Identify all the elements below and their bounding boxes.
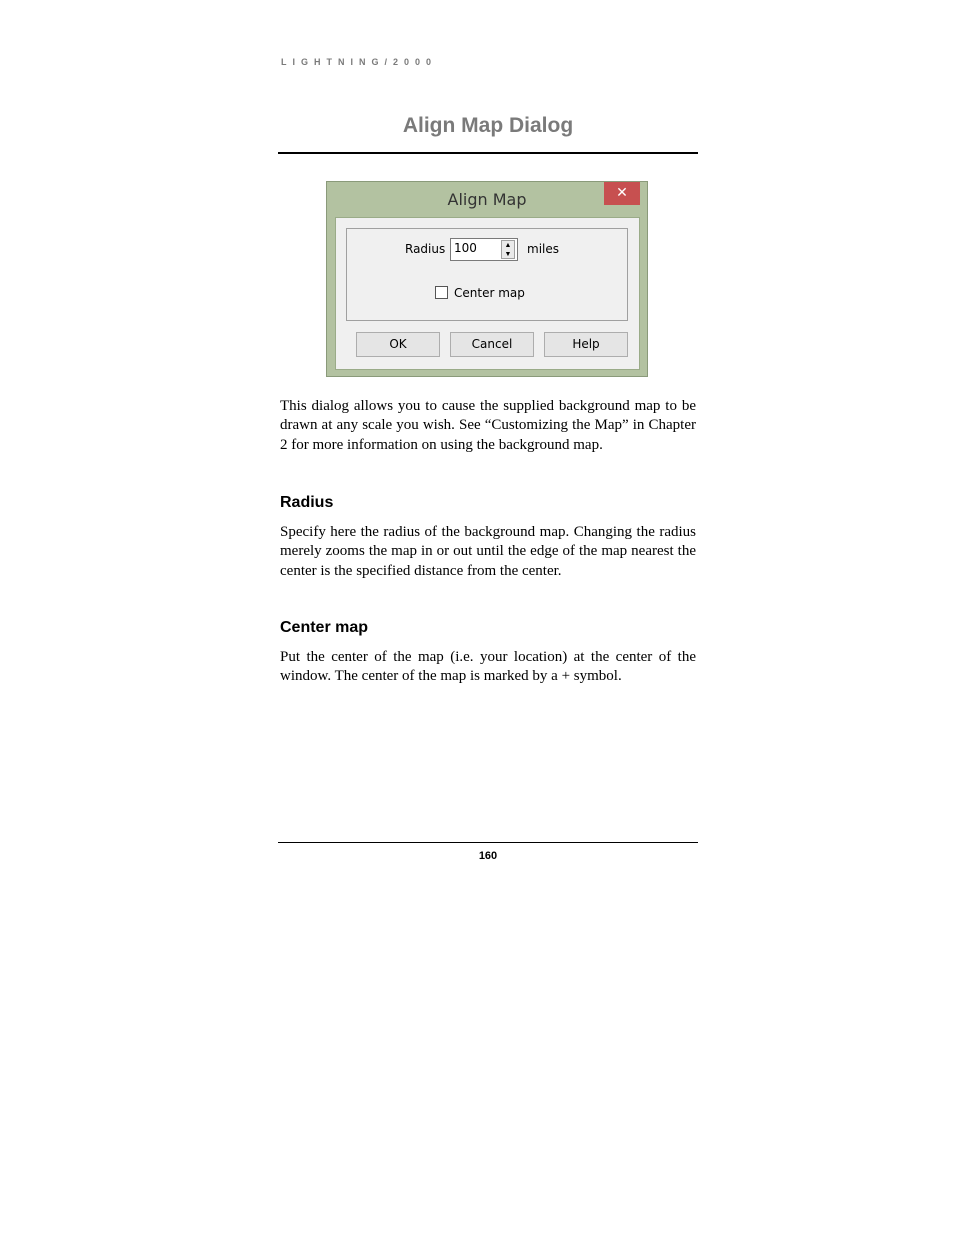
running-header: LIGHTNING/2000 xyxy=(281,57,438,67)
intro-paragraph: This dialog allows you to cause the supplied background map to be drawn at any scale you wish. See “Customizing the Map” in Chapter 2 for more information on using the background map. xyxy=(280,398,696,453)
page-title: Align Map Dialog xyxy=(402,114,574,137)
footer-rule xyxy=(278,842,698,843)
dialog-client-area xyxy=(335,217,640,370)
ok-button: OK xyxy=(356,332,440,357)
radius-label: Radius xyxy=(405,242,446,256)
help-button: Help xyxy=(544,332,628,357)
dialog-title: Align Map xyxy=(447,190,527,209)
page-number: 160 xyxy=(478,850,498,862)
chevron-down-icon: ▼ xyxy=(504,250,512,258)
chevron-up-icon: ▲ xyxy=(504,241,512,249)
radius-spinbox xyxy=(450,238,518,261)
center-map-checkbox xyxy=(435,286,448,299)
spinner-arrows xyxy=(501,240,515,259)
center-map-label: Center map xyxy=(454,286,525,300)
center-map-paragraph: Put the center of the map (i.e. your location) at the center of the window. The center of the map is marked by a + symbol. xyxy=(280,649,696,685)
close-icon: ✕ xyxy=(604,182,640,205)
align-map-dialog-screenshot xyxy=(326,181,648,377)
radius-paragraph: Specify here the radius of the background map. Changing the radius merely zooms the map in or out until the edge of the map nearest the center is the specified distance from the center. xyxy=(280,524,696,579)
section-heading-center-map: Center map xyxy=(280,619,369,636)
radius-unit-label: miles xyxy=(527,242,559,256)
options-group xyxy=(346,228,628,321)
title-rule xyxy=(278,152,698,154)
cancel-button: Cancel xyxy=(450,332,534,357)
section-heading-radius: Radius xyxy=(280,494,334,511)
radius-value: 100 xyxy=(454,241,477,255)
